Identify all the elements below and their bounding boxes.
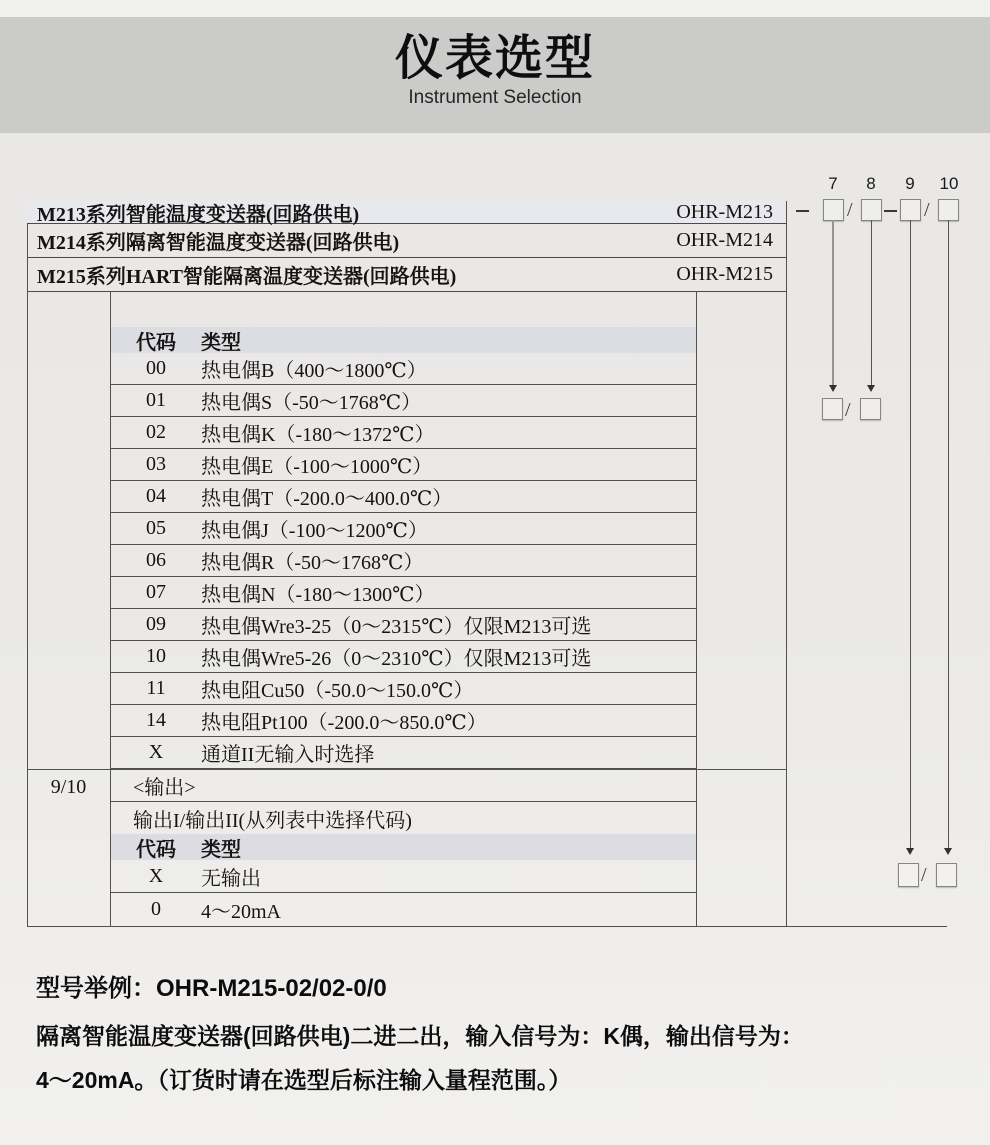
product-row-m215 xyxy=(27,258,787,292)
arrowhead-icon xyxy=(867,385,875,392)
order-code-dash xyxy=(884,210,897,212)
top-strip xyxy=(0,0,990,17)
code-cell: 02 xyxy=(146,421,166,443)
code-separator-slash: / xyxy=(924,199,930,221)
code-separator-slash: / xyxy=(845,399,851,421)
header-code-label: 代码 xyxy=(136,838,176,861)
code-cell: 00 xyxy=(146,357,166,379)
input-table-header xyxy=(111,327,696,353)
input-code-row xyxy=(111,385,696,417)
position-number-10: 10 xyxy=(939,174,959,193)
input-code-row xyxy=(111,705,696,737)
input-code-row xyxy=(111,513,696,545)
code-cell: X xyxy=(148,741,164,763)
output-section-title: <输出> xyxy=(111,770,696,802)
code-cell: 14 xyxy=(146,709,166,731)
type-cell: 热电偶Wre5-26（0～2310℃）仅限M213可选 xyxy=(201,648,592,670)
table-border-left xyxy=(27,224,28,927)
table-border-right xyxy=(786,201,787,927)
input-pair-box-1 xyxy=(822,398,843,420)
input-pair-box-2 xyxy=(860,398,881,420)
product-row-m214 xyxy=(27,224,787,258)
output-section-subtitle: 输出I/输出II(从列表中选择代码) xyxy=(133,809,412,832)
type-cell: 热电偶Wre3-25（0～2315℃）仅限M213可选 xyxy=(201,616,592,638)
type-cell: 热电偶T（-200.0～400.0℃） xyxy=(201,488,453,510)
arrowhead-icon xyxy=(829,385,837,392)
output-pair-box-1 xyxy=(898,863,919,887)
page-subtitle: Instrument Selection xyxy=(408,86,582,108)
connector-line-7 xyxy=(832,220,834,385)
type-cell: 热电偶B（400～1800℃） xyxy=(201,360,427,382)
input-code-row xyxy=(111,641,696,673)
header-code-label: 代码 xyxy=(136,331,176,354)
output-pair-box-2 xyxy=(936,863,957,887)
code-cell: 09 xyxy=(146,613,166,635)
title-banner xyxy=(0,17,990,133)
code-separator-slash: / xyxy=(921,864,927,886)
input-code-row xyxy=(111,737,696,769)
example-description-line-2: 4～20mA。（订货时请在选型后标注输入量程范围。） xyxy=(36,1067,572,1093)
code-cell: 10 xyxy=(146,645,166,667)
arrowhead-icon xyxy=(944,848,952,855)
input-code-row xyxy=(111,577,696,609)
code-cell: X xyxy=(148,864,164,887)
connector-line-8 xyxy=(871,220,872,385)
input-code-row xyxy=(111,673,696,705)
selection-box-7 xyxy=(823,199,844,221)
input-code-row xyxy=(111,481,696,513)
position-number-9: 9 xyxy=(905,174,915,193)
input-code-row xyxy=(111,449,696,481)
type-cell: 热电偶S（-50～1768℃） xyxy=(201,392,422,414)
code-cell: 11 xyxy=(146,677,166,699)
example-description-line-1: 隔离智能温度变送器(回路供电)二进二出，输入信号为：K偶，输出信号为： xyxy=(36,1023,804,1049)
product-name: M213系列智能温度变送器(回路供电) xyxy=(37,203,360,226)
code-cell: 05 xyxy=(146,517,166,539)
output-position-label: 9/10 xyxy=(50,776,87,798)
selection-box-10 xyxy=(938,199,959,221)
page-title: 仪表选型 xyxy=(394,32,595,85)
connector-line-10 xyxy=(948,220,949,848)
output-table-header xyxy=(111,834,696,860)
position-number-7: 7 xyxy=(828,174,838,193)
product-row-m213 xyxy=(27,201,787,224)
type-cell: 热电偶J（-100～1200℃） xyxy=(201,520,428,542)
output-code-row xyxy=(111,860,696,893)
code-cell: 06 xyxy=(146,549,166,571)
product-model: OHR-M215 xyxy=(676,263,773,285)
example-model-line: 型号举例：OHR-M215-02/02-0/0 xyxy=(36,975,387,1002)
product-model: OHR-M213 xyxy=(676,200,773,223)
product-model: OHR-M214 xyxy=(676,229,773,251)
product-name: M215系列HART智能隔离温度变送器(回路供电) xyxy=(37,266,457,288)
output-code-rows xyxy=(111,860,696,926)
content-column-divider xyxy=(696,292,697,927)
arrowhead-icon xyxy=(906,848,914,855)
selection-box-8 xyxy=(861,199,882,221)
code-cell: 04 xyxy=(146,485,166,507)
code-cell: 07 xyxy=(146,581,166,603)
type-cell: 热电阻Cu50（-50.0～150.0℃） xyxy=(201,680,474,702)
type-cell: 热电偶N（-180～1300℃） xyxy=(201,584,435,606)
position-number-8: 8 xyxy=(866,174,876,193)
type-cell: 通道II无输入时选择 xyxy=(201,744,375,766)
output-code-row xyxy=(111,893,696,926)
code-cell: 0 xyxy=(151,898,161,920)
code-cell: 03 xyxy=(146,453,166,475)
connector-line-9 xyxy=(910,220,911,848)
type-cell: 热电阻Pt100（-200.0～850.0℃） xyxy=(201,712,487,734)
type-cell: 4～20mA xyxy=(201,901,281,923)
product-name: M214系列隔离智能温度变送器(回路供电) xyxy=(37,232,400,254)
type-cell: 无输出 xyxy=(201,867,261,890)
code-separator-slash: / xyxy=(847,199,853,221)
table-border-bottom xyxy=(27,926,947,927)
header-type-label: 类型 xyxy=(201,331,241,354)
selection-box-9 xyxy=(900,199,921,221)
type-cell: 热电偶K（-180～1372℃） xyxy=(201,424,435,446)
type-cell: 热电偶R（-50～1768℃） xyxy=(201,552,424,574)
input-code-row xyxy=(111,417,696,449)
code-cell: 01 xyxy=(146,389,166,411)
header-type-label: 类型 xyxy=(201,838,241,861)
order-code-dash xyxy=(796,210,809,212)
type-cell: 热电偶E（-100～1000℃） xyxy=(201,456,433,478)
input-code-row xyxy=(111,609,696,641)
input-code-row xyxy=(111,353,696,385)
input-code-row xyxy=(111,545,696,577)
input-code-rows xyxy=(111,353,696,769)
